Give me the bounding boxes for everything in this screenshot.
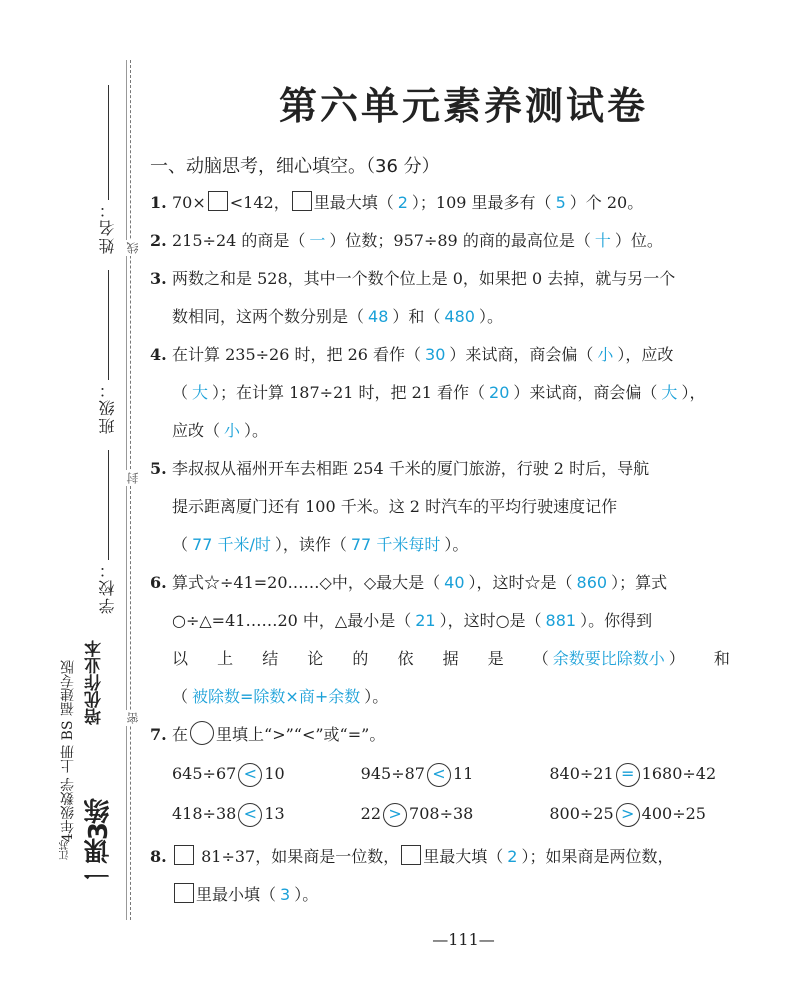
q3-text: ）。 (478, 307, 503, 326)
question-3 (150, 260, 738, 336)
question-2 (150, 222, 738, 260)
answer: 被除数=除数×商+余数 (192, 687, 361, 706)
comparison-item (361, 794, 550, 834)
question-number: 8. (150, 847, 167, 866)
question-number: 4. (150, 345, 167, 364)
answer: 大 (661, 383, 678, 402)
q6-text: （ (172, 687, 189, 706)
q6-text: ）。你得到 (580, 611, 653, 630)
q4-line3 (172, 412, 738, 450)
q6-char: 论 (307, 649, 324, 668)
cmp-operator: < (427, 763, 451, 787)
answer: 77 千米/时 (192, 535, 271, 554)
question-number: 7. (150, 725, 167, 744)
q2-text: ）位数；957÷89 的商的最高位是（ (329, 231, 591, 250)
question-number: 2. (150, 231, 167, 250)
q6-text: ）；算式 (611, 573, 668, 592)
cmp-right: 13 (264, 804, 285, 823)
q6-line1 (172, 564, 738, 602)
brand-subtitle: 4年级数学 上册 BS 福建专版 (60, 660, 76, 843)
q8-line2 (172, 876, 738, 914)
q6-line4 (172, 678, 738, 716)
cmp-right: 1680÷42 (641, 764, 717, 783)
answer: 21 (415, 611, 436, 630)
q6-char: 的 (352, 649, 369, 668)
q2-text: ）位。 (614, 231, 663, 250)
q4-text: 在计算 235÷26 时，把 26 看作（ (172, 345, 422, 364)
blank-box (174, 883, 194, 903)
cmp-right: 708÷38 (409, 804, 474, 823)
cmp-left: 945÷87 (360, 764, 425, 783)
q6-char: 结 (262, 649, 279, 668)
cmp-right: 400÷25 (641, 804, 706, 823)
q6-char: 是 (487, 649, 504, 668)
answer: 5 (555, 193, 566, 212)
comparison-item (549, 794, 738, 834)
q4-text: （ (172, 383, 189, 402)
q8-text: ）；如果商是两位数， (521, 847, 674, 866)
seal-line-mark: 线 (126, 242, 140, 254)
q5-line3 (172, 526, 738, 564)
q3-text: ）和（ (392, 307, 441, 326)
q6-reason-1 (533, 640, 685, 678)
q6-text: ○÷△=41……20 中，△最小是（ (172, 611, 412, 630)
answer: 77 千米每时 (350, 535, 441, 554)
q5-text: （ (172, 535, 189, 554)
section-heading: 一、动脑思考，细心填空。（36 分） (150, 156, 440, 177)
cmp-operator: < (238, 803, 262, 827)
blank-box (401, 845, 421, 865)
page-title: 第六单元素养测试卷 (278, 83, 648, 128)
q6-char: 上 (217, 649, 234, 668)
q6-text: 和 (713, 649, 730, 668)
q6-text: 算式☆÷41=20……◇中，◇最大是（ (172, 573, 441, 592)
q8-text: 里最小填（ (196, 885, 277, 904)
answer: 860 (576, 573, 608, 592)
class-label: 班级： (98, 380, 117, 434)
question-4 (150, 336, 738, 450)
q7-text: 在 (172, 725, 189, 744)
cmp-right: 11 (452, 764, 474, 783)
q5-text: ），读作（ (274, 535, 347, 554)
comparison-item (172, 794, 361, 834)
answer: 2 (397, 193, 408, 212)
q4-text: ）。 (244, 421, 269, 440)
comparison-item (361, 754, 550, 794)
answer: 20 (489, 383, 510, 402)
q6-text: ），这时☆是（ (468, 573, 573, 592)
q3-line2 (172, 298, 738, 336)
blank-box (208, 191, 228, 211)
cmp-left: 22 (360, 804, 382, 823)
q4-text: 应改（ (172, 421, 221, 440)
binding-dashed-line (130, 60, 131, 920)
comparison-row (150, 794, 738, 834)
q8-line1 (172, 838, 738, 876)
q6-text: ） (668, 649, 685, 668)
q1-text: 里最大填（ (313, 193, 394, 212)
answer: 30 (425, 345, 446, 364)
q6-text: ），这时○是（ (439, 611, 542, 630)
brand-logo-text: 一课3练 (84, 800, 114, 889)
binding-solid-line (126, 60, 127, 920)
q1-text: ）；109 里最多有（ (411, 193, 552, 212)
q2-text: 215÷24 的商是（ (172, 231, 306, 250)
answer: 小 (224, 421, 241, 440)
cmp-operator: = (616, 763, 640, 787)
blank-box (174, 845, 194, 865)
cmp-operator: > (383, 803, 407, 827)
q6-text: （ (532, 649, 549, 668)
page-number: —111— (432, 930, 495, 949)
question-6 (150, 564, 738, 716)
answer: 881 (545, 611, 577, 630)
answer: 余数要比除数小 (552, 649, 665, 668)
q1-text: <142， (229, 193, 290, 212)
answer: 小 (597, 345, 614, 364)
question-number: 5. (150, 459, 167, 478)
cmp-right: 10 (264, 764, 285, 783)
q3-line1: 两数之和是 528，其中一个数个位上是 0，如果把 0 去掉，就与另一个 (172, 269, 676, 288)
cmp-operator: > (616, 803, 640, 827)
circle-blank (190, 721, 214, 745)
answer: 2 (507, 847, 518, 866)
cmp-left: 645÷67 (172, 764, 237, 783)
answer: 大 (192, 383, 209, 402)
q6-line3 (172, 640, 738, 678)
q8-text: 里最大填（ (423, 847, 504, 866)
q6-text: ）。 (364, 687, 389, 706)
q1-text: 70× (172, 193, 206, 212)
school-field-line[interactable] (108, 450, 109, 560)
question-list (150, 184, 738, 914)
q6-char: 依 (397, 649, 414, 668)
answer: 40 (444, 573, 465, 592)
name-label: 姓名： (98, 200, 117, 254)
q3-text: 数相同，这两个数分别是（ (172, 307, 365, 326)
q6-char: 以 (172, 649, 189, 668)
q4-line2 (172, 374, 738, 412)
q6-char: 据 (442, 649, 459, 668)
answer: 480 (444, 307, 475, 326)
q4-line1 (172, 336, 738, 374)
q5-text: ）。 (444, 535, 469, 554)
blank-box (292, 191, 312, 211)
question-7 (150, 716, 738, 754)
q6-line2 (172, 602, 738, 640)
cmp-left: 800÷25 (549, 804, 614, 823)
comparison-row (150, 754, 738, 794)
q5-line1: 李叔叔从福州开车去相距 254 千米的厦门旅游，行驶 2 时后，导航 (172, 459, 650, 478)
school-label: 学校： (98, 560, 117, 614)
q4-text: ）；在计算 187÷21 时，把 21 看作（ (212, 383, 486, 402)
q5-line2: 提示距离厦门还有 100 千米。这 2 时汽车的平均行驶速度记作 (172, 497, 618, 516)
answer: 48 (368, 307, 389, 326)
brand-series: 培优作业本 (85, 640, 105, 725)
q1-text: ）个 20。 (569, 193, 644, 212)
q8-text: 81÷37，如果商是一位数， (201, 847, 400, 866)
q8-text: ）。 (294, 885, 319, 904)
answer: 3 (280, 885, 291, 904)
brand-block (52, 640, 122, 910)
question-8 (150, 838, 738, 914)
name-field-line[interactable] (108, 85, 109, 200)
cmp-left: 418÷38 (172, 804, 237, 823)
cmp-left: 840÷21 (549, 764, 614, 783)
binding-margin (0, 0, 140, 1000)
cmp-operator: < (238, 763, 262, 787)
question-1 (150, 184, 738, 222)
brand-tag: 江苏 (60, 840, 71, 860)
question-number: 6. (150, 573, 167, 592)
comparison-item (549, 754, 738, 794)
comparison-item (172, 754, 361, 794)
q7-text: 里填上“>”“<”或“=”。 (216, 725, 386, 744)
q4-text: ）来试商，商会偏（ (449, 345, 594, 364)
answer: 一 (309, 231, 326, 250)
seal-dense-mark: 密 (126, 712, 140, 724)
seal-seal-mark: 封 (126, 472, 140, 484)
q4-text: ）， (681, 383, 706, 402)
question-number: 1. (150, 193, 167, 212)
q4-text: ）来试商，商会偏（ (513, 383, 658, 402)
answer: 十 (594, 231, 611, 250)
q4-text: ），应改 (617, 345, 674, 364)
question-5 (150, 450, 738, 564)
class-field-line[interactable] (108, 270, 109, 380)
question-number: 3. (150, 269, 167, 288)
